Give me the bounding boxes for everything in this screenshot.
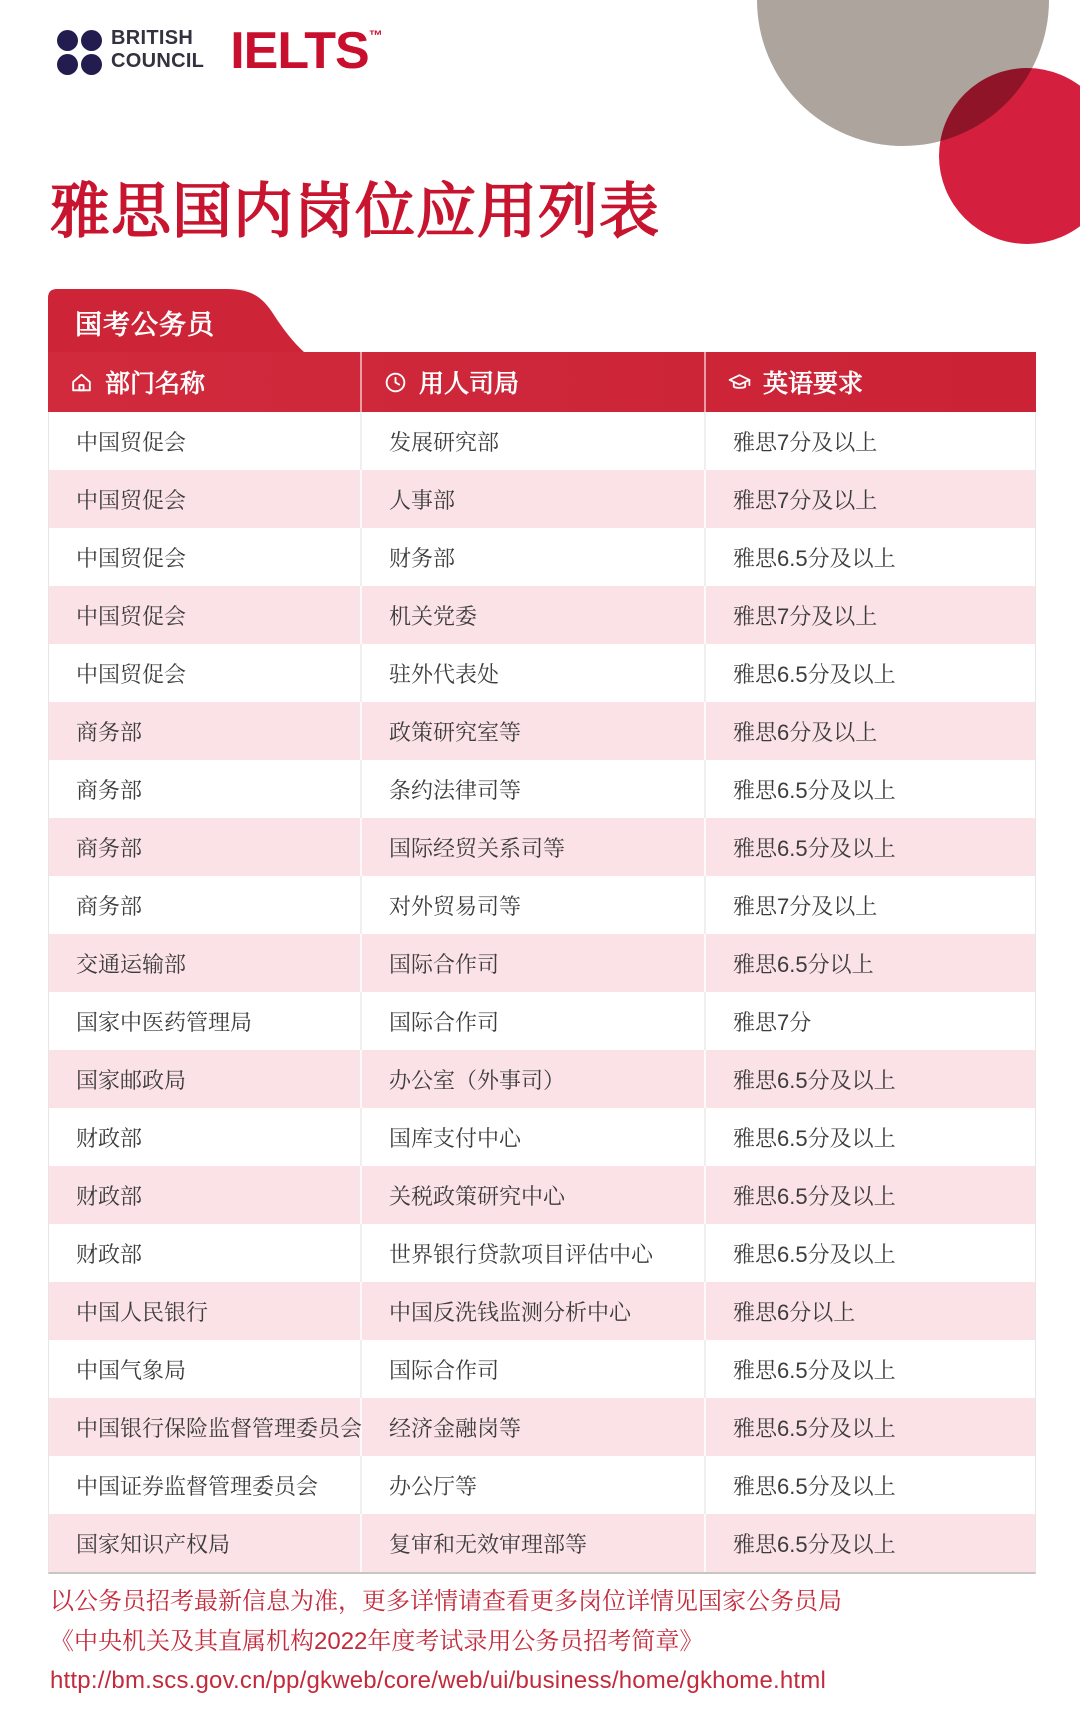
cell-requirement: 雅思6分及以上 bbox=[733, 719, 878, 745]
footer-url: http://bm.scs.gov.cn/pp/gkweb/core/web/ui/business/home/gkhome.html bbox=[50, 1667, 826, 1694]
clock-icon bbox=[383, 370, 408, 395]
table-row bbox=[49, 760, 1035, 818]
cell-requirement: 雅思7分及以上 bbox=[733, 893, 878, 919]
cell-requirement: 雅思6.5分及以上 bbox=[733, 661, 896, 687]
table-row bbox=[49, 586, 1035, 644]
cell-requirement: 雅思7分及以上 bbox=[733, 429, 878, 455]
cell-department: 中国贸促会 bbox=[49, 412, 362, 470]
table-row bbox=[49, 1050, 1035, 1108]
column-header-department bbox=[48, 352, 362, 412]
cell-department: 中国气象局 bbox=[49, 1340, 362, 1398]
table-row bbox=[49, 934, 1035, 992]
category-tab-label: 国考公务员 bbox=[75, 309, 215, 340]
table-row bbox=[49, 1456, 1035, 1514]
cell-department: 中国证券监督管理委员会 bbox=[49, 1456, 362, 1514]
table-row bbox=[49, 992, 1035, 1050]
cell-requirement: 雅思6.5分及以上 bbox=[733, 1531, 896, 1557]
cell-requirement: 雅思6.5分及以上 bbox=[733, 1473, 896, 1499]
cell-bureau: 办公厅等 bbox=[362, 1456, 706, 1514]
cell-bureau: 复审和无效审理部等 bbox=[362, 1514, 706, 1572]
ielts-wordmark: IELTS bbox=[230, 22, 369, 80]
cell-bureau: 世界银行贷款项目评估中心 bbox=[362, 1224, 706, 1282]
cell-department: 财政部 bbox=[49, 1108, 362, 1166]
table-row bbox=[49, 876, 1035, 934]
table-row bbox=[49, 1166, 1035, 1224]
footer-note bbox=[50, 1582, 842, 1701]
footer-line-2: 《中央机关及其直属机构2022年度考试录用公务员招考简章》 bbox=[50, 1627, 704, 1655]
cell-department: 中国贸促会 bbox=[49, 644, 362, 702]
graduation-cap-icon bbox=[727, 370, 752, 395]
cell-bureau: 中国反洗钱监测分析中心 bbox=[362, 1282, 706, 1340]
column-header-requirement bbox=[706, 352, 1036, 412]
cell-bureau: 国际合作司 bbox=[362, 992, 706, 1050]
cell-requirement: 雅思6.5分及以上 bbox=[733, 1241, 896, 1267]
cell-bureau: 对外贸易司等 bbox=[362, 876, 706, 934]
cell-bureau: 人事部 bbox=[362, 470, 706, 528]
cell-bureau: 国际合作司 bbox=[362, 934, 706, 992]
cell-bureau: 国际合作司 bbox=[362, 1340, 706, 1398]
cell-bureau: 驻外代表处 bbox=[362, 644, 706, 702]
cell-department: 中国人民银行 bbox=[49, 1282, 362, 1340]
table-row bbox=[49, 1282, 1035, 1340]
home-icon bbox=[69, 370, 94, 395]
page-title: 雅思国内岗位应用列表 bbox=[50, 178, 660, 245]
column-header-requirement-label: 英语要求 bbox=[763, 370, 864, 398]
cell-bureau: 政策研究室等 bbox=[362, 702, 706, 760]
table-row bbox=[49, 818, 1035, 876]
cell-department: 商务部 bbox=[49, 818, 362, 876]
cell-requirement: 雅思7分 bbox=[733, 1009, 812, 1035]
table-row bbox=[49, 1514, 1035, 1572]
cell-requirement: 雅思6.5分及以上 bbox=[733, 835, 896, 861]
cell-department: 财政部 bbox=[49, 1224, 362, 1282]
cell-bureau: 关税政策研究中心 bbox=[362, 1166, 706, 1224]
footer-line-1: 以公务员招考最新信息为准，更多详情请查看更多岗位详情见国家公务员局 bbox=[50, 1588, 842, 1615]
british-council-word-1: BRITISH bbox=[111, 27, 194, 49]
cell-department: 商务部 bbox=[49, 702, 362, 760]
cell-requirement: 雅思6.5分及以上 bbox=[733, 545, 896, 571]
cell-department: 中国贸促会 bbox=[49, 528, 362, 586]
british-council-dots-icon bbox=[57, 30, 102, 75]
cell-department: 交通运输部 bbox=[49, 934, 362, 992]
cell-requirement: 雅思6.5分以上 bbox=[733, 951, 874, 977]
cell-department: 商务部 bbox=[49, 760, 362, 818]
table-row bbox=[49, 412, 1035, 470]
ielts-logo bbox=[230, 21, 382, 81]
cell-bureau: 国库支付中心 bbox=[362, 1108, 706, 1166]
cell-department: 中国贸促会 bbox=[49, 586, 362, 644]
cell-bureau: 经济金融岗等 bbox=[362, 1398, 706, 1456]
cell-department: 国家中医药管理局 bbox=[49, 992, 362, 1050]
column-header-department-label: 部门名称 bbox=[105, 370, 206, 398]
cell-bureau: 发展研究部 bbox=[362, 412, 706, 470]
category-tab bbox=[48, 289, 304, 352]
table-header bbox=[48, 352, 1036, 412]
cell-requirement: 雅思6.5分及以上 bbox=[733, 1357, 896, 1383]
cell-requirement: 雅思6.5分及以上 bbox=[733, 777, 896, 803]
cell-bureau: 财务部 bbox=[362, 528, 706, 586]
column-header-bureau-label: 用人司局 bbox=[419, 370, 520, 398]
table-body bbox=[48, 412, 1036, 1574]
table-row bbox=[49, 644, 1035, 702]
british-council-word-2: COUNCIL bbox=[111, 50, 205, 72]
cell-requirement: 雅思6.5分及以上 bbox=[733, 1415, 896, 1441]
cell-bureau: 条约法律司等 bbox=[362, 760, 706, 818]
cell-requirement: 雅思7分及以上 bbox=[733, 603, 878, 629]
table-row bbox=[49, 1108, 1035, 1166]
british-council-logo bbox=[111, 27, 204, 73]
cell-department: 财政部 bbox=[49, 1166, 362, 1224]
cell-bureau: 国际经贸关系司等 bbox=[362, 818, 706, 876]
cell-department: 中国银行保险监督管理委员会 bbox=[49, 1398, 362, 1456]
table-row bbox=[49, 470, 1035, 528]
brand-header bbox=[57, 22, 383, 81]
cell-requirement: 雅思6.5分及以上 bbox=[733, 1183, 896, 1209]
cell-requirement: 雅思6分以上 bbox=[733, 1299, 856, 1325]
cell-department: 国家邮政局 bbox=[49, 1050, 362, 1108]
cell-department: 中国贸促会 bbox=[49, 470, 362, 528]
cell-requirement: 雅思6.5分及以上 bbox=[733, 1125, 896, 1151]
table-row bbox=[49, 528, 1035, 586]
cell-requirement: 雅思6.5分及以上 bbox=[733, 1067, 896, 1093]
cell-department: 国家知识产权局 bbox=[49, 1514, 362, 1572]
trademark-symbol: ™ bbox=[368, 27, 383, 43]
table-row bbox=[49, 702, 1035, 760]
table-row bbox=[49, 1340, 1035, 1398]
table-row bbox=[49, 1224, 1035, 1282]
table-row bbox=[49, 1398, 1035, 1456]
cell-department: 商务部 bbox=[49, 876, 362, 934]
cell-requirement: 雅思7分及以上 bbox=[733, 487, 878, 513]
cell-bureau: 机关党委 bbox=[362, 586, 706, 644]
positions-table bbox=[48, 352, 1036, 1574]
cell-bureau: 办公室（外事司） bbox=[362, 1050, 706, 1108]
column-header-bureau bbox=[362, 352, 706, 412]
